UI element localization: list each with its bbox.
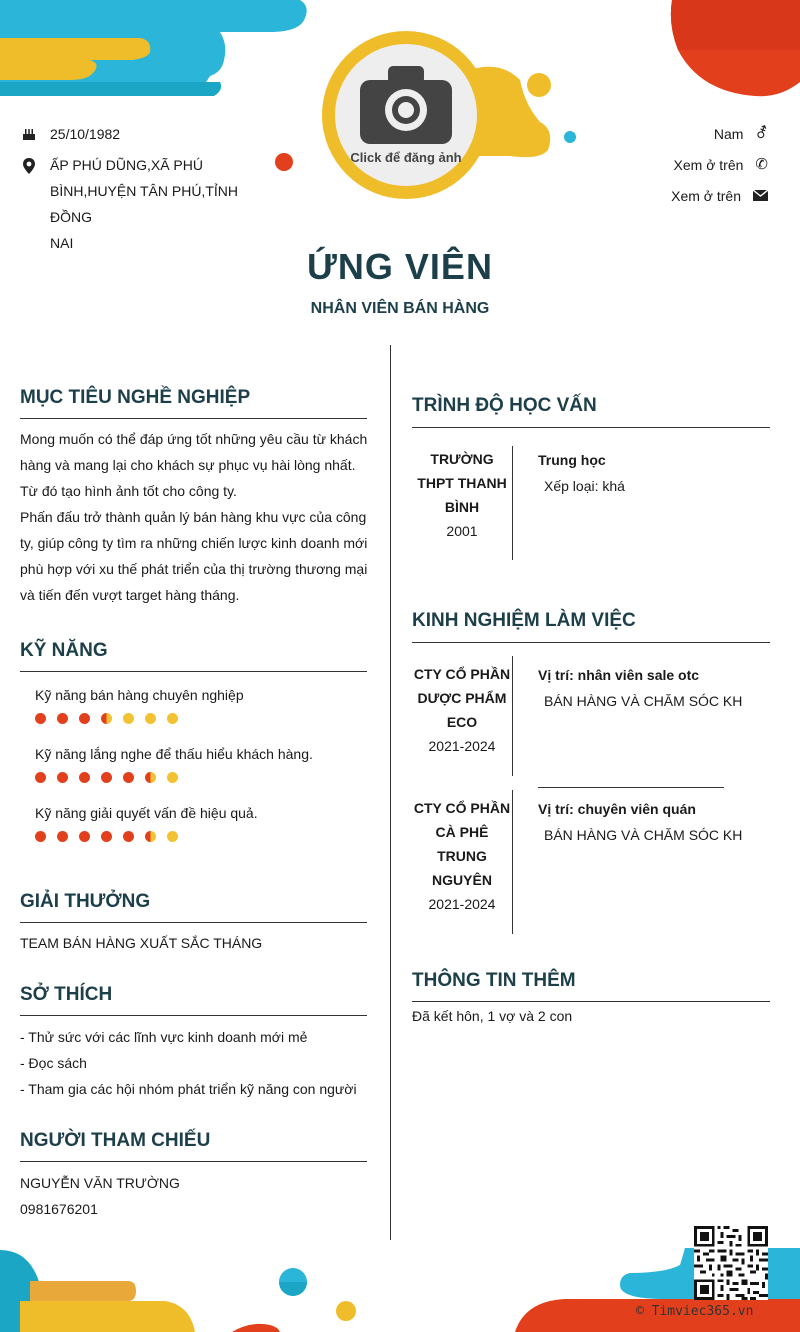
- references-title: NGƯỜI THAM CHIẾU: [20, 1130, 211, 1151]
- phone-value: Xem ở trên: [673, 157, 744, 173]
- qr-code: [694, 1226, 768, 1300]
- reference-info: [20, 1170, 180, 1222]
- hobbies-divider: [20, 1015, 367, 1016]
- education-divider: [412, 427, 770, 428]
- objective-line: phù hợp với xu thế phát triển của thị trường thương mại: [20, 561, 368, 577]
- company-line: ECO: [446, 714, 478, 730]
- rating-dot: [101, 713, 112, 724]
- reference-phone: 0981676201: [20, 1201, 98, 1217]
- reference-name: NGUYỄN VĂN TRƯỜNG: [20, 1175, 180, 1191]
- hobby-item: - Đọc sách: [20, 1055, 87, 1071]
- rating-dot: [35, 831, 46, 842]
- birthday-row: [20, 121, 120, 147]
- location-pin-icon: [20, 152, 38, 174]
- company-line: NGUYÊN: [432, 872, 492, 888]
- address-row: [20, 152, 280, 256]
- skill-label: Kỹ năng lắng nghe để thấu hiểu khách hàng.: [35, 746, 313, 762]
- skill-rating: [35, 772, 178, 783]
- skill-label: Kỹ năng giải quyết vấn đề hiệu quả.: [35, 805, 258, 821]
- objective-line: Phấn đấu trở thành quản lý bán hàng khu vực của công: [20, 509, 367, 525]
- company-line: CTY CỔ PHẦN: [413, 666, 511, 682]
- cake-icon: [20, 121, 38, 141]
- job-detail: [538, 796, 742, 848]
- job-description: BÁN HÀNG VÀ CHĂM SÓC KH: [544, 827, 743, 843]
- gender-value: Nam: [713, 126, 744, 142]
- more-info-title: THÔNG TIN THÊM: [412, 970, 576, 991]
- gender-row: [714, 124, 768, 144]
- qr-code-image: [694, 1226, 768, 1300]
- skills-title: KỸ NĂNG: [20, 640, 108, 661]
- education-year: 2001: [446, 523, 478, 539]
- job-separator: [538, 787, 724, 788]
- candidate-position: NHÂN VIÊN BÁN HÀNG: [310, 300, 490, 317]
- skill-rating: [35, 831, 178, 842]
- job-description: BÁN HÀNG VÀ CHĂM SÓC KH: [544, 693, 743, 709]
- skills-divider: [20, 671, 367, 672]
- address-value: [50, 152, 280, 256]
- rating-dot: [167, 713, 178, 724]
- award-item: TEAM BÁN HÀNG XUẤT SẮC THÁNG: [20, 935, 263, 951]
- education-school: [412, 447, 512, 543]
- rating-dot: [123, 772, 134, 783]
- rating-dot: [167, 772, 178, 783]
- address-line: NAI: [50, 235, 74, 251]
- awards-divider: [20, 922, 367, 923]
- rating-dot: [35, 772, 46, 783]
- experience-divider: [412, 642, 770, 643]
- job-role: Vị trí: chuyên viên quán: [538, 801, 696, 817]
- objective-line: hàng và mang lại cho khách sự phục vụ hài lòng nhất.: [20, 457, 356, 473]
- hobby-item: - Thử sức với các lĩnh vực kinh doanh mới mẻ: [20, 1029, 308, 1045]
- hobbies-title: SỞ THÍCH: [20, 984, 113, 1005]
- rating-dot: [145, 772, 156, 783]
- top-right-decoration: [660, 0, 800, 100]
- job-company: [412, 662, 512, 758]
- awards-title: GIẢI THƯỞNG: [20, 891, 151, 912]
- school-line: THPT THANH: [417, 475, 507, 491]
- rating-dot: [167, 831, 178, 842]
- company-line: TRUNG: [437, 848, 487, 864]
- company-line: DƯỢC PHẨM: [417, 690, 507, 706]
- watermark: © Timviec365.vn: [636, 1304, 754, 1319]
- bottom-left-decoration: [0, 1245, 370, 1332]
- objective-divider: [20, 418, 367, 419]
- education-timeline: [512, 446, 513, 560]
- objective-text: [20, 426, 372, 608]
- envelope-icon: [753, 186, 768, 206]
- job-timeline: [512, 790, 513, 934]
- email-value: Xem ở trên: [671, 188, 741, 204]
- hobby-item: - Tham gia các hội nhóm phát triển kỹ năng con người: [20, 1081, 357, 1097]
- job-period: 2021-2024: [428, 896, 496, 912]
- education-title: TRÌNH ĐỘ HỌC VẤN: [412, 395, 597, 416]
- gender-icon: ⚦: [755, 125, 768, 142]
- objective-line: ty, giúp công ty tìm ra những chiến lược kinh doanh mới: [20, 535, 368, 551]
- objective-line: Mong muốn có thể đáp ứng tốt những yêu cầu từ khách: [20, 431, 368, 447]
- references-divider: [20, 1161, 367, 1162]
- rating-dot: [57, 831, 68, 842]
- job-detail: [538, 662, 742, 714]
- column-divider: [390, 345, 391, 1240]
- phone-row: [674, 155, 768, 175]
- birthday-value: 25/10/1982: [50, 126, 121, 142]
- candidate-name: ỨNG VIÊN: [307, 246, 493, 287]
- rating-dot: [123, 713, 134, 724]
- school-line: BÌNH: [444, 499, 480, 515]
- rating-dot: [57, 772, 68, 783]
- company-line: CTY CỔ PHẦN: [413, 800, 511, 816]
- address-line: BÌNH,HUYỆN TÂN PHÚ,TỈNH ĐỒNG: [50, 183, 238, 225]
- rating-dot: [79, 772, 90, 783]
- skill-rating: [35, 713, 178, 724]
- objective-title: MỤC TIÊU NGHỀ NGHIỆP: [20, 387, 251, 408]
- rating-dot: [101, 772, 112, 783]
- rating-dot: [57, 713, 68, 724]
- rating-dot: [79, 713, 90, 724]
- hobbies-list: [20, 1024, 380, 1102]
- objective-line: Từ đó tạo hình ảnh tốt cho công ty.: [20, 483, 237, 499]
- rating-dot: [101, 831, 112, 842]
- job-period: 2021-2024: [428, 738, 496, 754]
- more-info-text: Đã kết hôn, 1 vợ và 2 con: [412, 1008, 573, 1024]
- rating-dot: [145, 831, 156, 842]
- more-info-divider: [412, 1001, 770, 1002]
- education-detail: [538, 447, 625, 499]
- education-grade: Xếp loại: khá: [544, 478, 625, 494]
- address-line: ẤP PHÚ DŨNG,XÃ PHÚ: [50, 157, 203, 173]
- phone-icon: ✆: [755, 156, 768, 173]
- rating-dot: [79, 831, 90, 842]
- education-level: Trung học: [538, 452, 606, 468]
- school-line: TRƯỜNG: [430, 451, 494, 467]
- avatar-label: Click để đăng ảnh: [350, 149, 462, 165]
- objective-line: và tiến đến vượt target hàng tháng.: [20, 587, 240, 603]
- rating-dot: [145, 713, 156, 724]
- avatar-upload[interactable]: [335, 44, 477, 186]
- rating-dot: [35, 713, 46, 724]
- company-line: CÀ PHÊ: [435, 824, 489, 840]
- job-role: Vị trí: nhân viên sale otc: [538, 667, 700, 683]
- email-row: [671, 186, 768, 206]
- experience-title: KINH NGHIỆM LÀM VIỆC: [412, 610, 636, 631]
- camera-icon: [360, 66, 452, 144]
- skill-label: Kỹ năng bán hàng chuyên nghiệp: [35, 687, 244, 703]
- job-timeline: [512, 656, 513, 776]
- job-company: [412, 796, 512, 916]
- rating-dot: [123, 831, 134, 842]
